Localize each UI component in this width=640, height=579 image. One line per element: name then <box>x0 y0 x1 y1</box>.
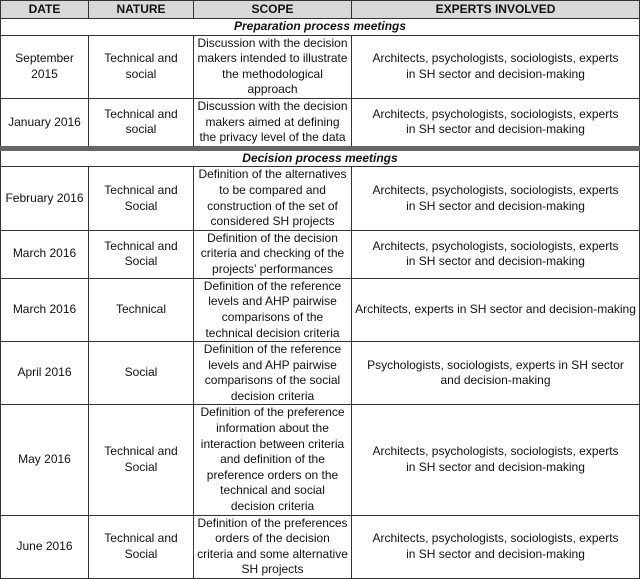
header-scope: SCOPE <box>194 1 352 19</box>
cell-experts: Architects, psychologists, sociologists, experts in SH sector and decision-making <box>352 230 640 278</box>
cell-experts: Architects, psychologists, sociologists, experts in SH sector and decision-making <box>352 98 640 148</box>
table-row <box>1 278 640 341</box>
cell-date: March 2016 <box>1 278 89 341</box>
cell-nature: Technical <box>89 278 194 341</box>
header-nature: NATURE <box>89 1 194 19</box>
section-title: Preparation process meetings <box>1 19 640 36</box>
cell-date: April 2016 <box>1 342 89 405</box>
cell-date: June 2016 <box>1 515 89 578</box>
cell-experts: Psychologists, sociologists, experts in SH sector and decision-making <box>352 342 640 405</box>
cell-experts: Architects, experts in SH sector and decision-making <box>352 278 640 341</box>
cell-experts: Architects, psychologists, sociologists, experts in SH sector and decision-making <box>352 405 640 515</box>
cell-scope: Definition of the preferences orders of the decision criteria and some alternative SH projects <box>194 515 352 578</box>
cell-scope: Definition of the reference levels and AHP pairwise comparisons of the technical decision criteria <box>194 278 352 341</box>
header-experts: EXPERTS INVOLVED <box>352 1 640 19</box>
section-row <box>1 19 640 36</box>
cell-nature: Technical and Social <box>89 167 194 230</box>
cell-date: May 2016 <box>1 405 89 515</box>
cell-experts: Architects, psychologists, sociologists, experts in SH sector and decision-making <box>352 515 640 578</box>
header-row <box>1 1 640 19</box>
cell-scope: Discussion with the decision makers intended to illustrate the methodological approach <box>194 35 352 98</box>
cell-nature: Technical and Social <box>89 230 194 278</box>
table-row <box>1 342 640 405</box>
section-row <box>1 148 640 167</box>
cell-experts: Architects, psychologists, sociologists, experts in SH sector and decision-making <box>352 35 640 98</box>
cell-scope: Definition of the alternatives to be compared and construction of the set of considered SH projects <box>194 167 352 230</box>
cell-experts: Architects, psychologists, sociologists, experts in SH sector and decision-making <box>352 167 640 230</box>
cell-date: February 2016 <box>1 167 89 230</box>
cell-nature: Technical and Social <box>89 515 194 578</box>
cell-date: March 2016 <box>1 230 89 278</box>
cell-nature: Technical and social <box>89 35 194 98</box>
cell-nature: Technical and social <box>89 98 194 148</box>
cell-nature: Technical and Social <box>89 405 194 515</box>
cell-date: January 2016 <box>1 98 89 148</box>
cell-scope: Definition of the decision criteria and checking of the projects’ performances <box>194 230 352 278</box>
table-row <box>1 35 640 98</box>
cell-scope: Discussion with the decision makers aimed at defining the privacy level of the data <box>194 98 352 148</box>
table-row <box>1 405 640 515</box>
table-row <box>1 515 640 578</box>
cell-scope: Definition of the reference levels and AHP pairwise comparisons of the social decision criteria <box>194 342 352 405</box>
header-date: DATE <box>1 1 89 19</box>
cell-scope: Definition of the preference information about the interaction between criteria and definition of the preference orders on the technical and social decision criteria <box>194 405 352 515</box>
table-row <box>1 167 640 230</box>
section-title: Decision process meetings <box>1 148 640 167</box>
cell-date: September 2015 <box>1 35 89 98</box>
table-row <box>1 230 640 278</box>
table-row <box>1 98 640 148</box>
cell-nature: Social <box>89 342 194 405</box>
